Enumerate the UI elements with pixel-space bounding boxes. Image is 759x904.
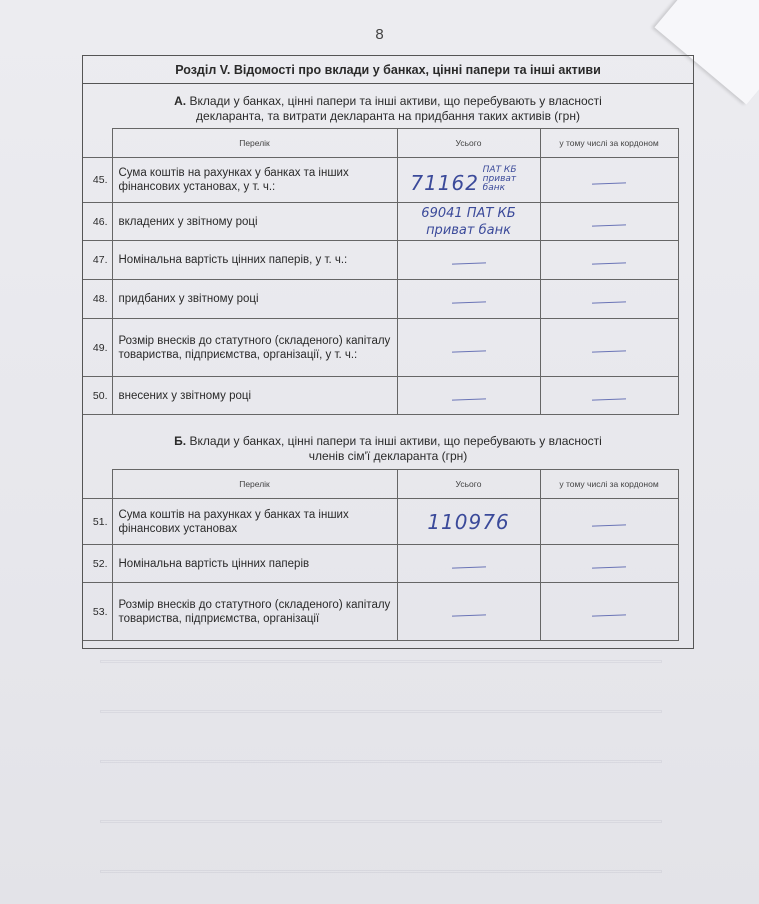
header-list: Перелік <box>112 129 397 158</box>
row-total-handwritten <box>397 377 540 415</box>
table-row <box>83 499 678 545</box>
row-label: Сума коштів на рахунках у банках та інших фінансових установах <box>112 499 397 545</box>
row-label: Номінальна вартість цінних паперів, у т. ч.: <box>112 241 397 280</box>
table-row <box>83 280 678 319</box>
show-through-line <box>100 820 662 823</box>
row-number: 45. <box>83 158 112 203</box>
table-row <box>83 583 678 641</box>
row-number: 52. <box>83 545 112 583</box>
dash-mark <box>592 182 626 184</box>
table-row <box>83 377 678 415</box>
row-total-handwritten <box>397 280 540 319</box>
part-a-title-line1: Вклади у банках, цінні папери та інші активи, що перебувають у власності <box>189 94 602 108</box>
row-abroad-handwritten <box>540 583 678 641</box>
part-b-title-line2: членів сім'ї декларанта (грн) <box>308 449 468 463</box>
section-frame <box>82 55 694 649</box>
row-number: 47. <box>83 241 112 280</box>
row-number: 49. <box>83 319 112 377</box>
table-header-row <box>83 470 678 499</box>
row-label: придбаних у звітному році <box>112 280 397 319</box>
part-b-table <box>83 469 679 641</box>
row-abroad-handwritten <box>540 203 678 241</box>
row-label: Сума коштів на рахунках у банках та інших фінансових установах, у т. ч.: <box>112 158 397 203</box>
row-number: 53. <box>83 583 112 641</box>
dash-mark <box>592 566 626 568</box>
dash-mark <box>451 398 485 400</box>
part-a-title-line2: декларанта, та витрати декларанта на придбання таких активів (грн) <box>196 109 580 123</box>
total-amount: 110976 <box>427 509 510 534</box>
header-abroad: у тому числі за кордоном <box>540 129 678 158</box>
part-b-title-line1: Вклади у банках, цінні папери та інші активи, що перебувають у власності <box>189 434 602 448</box>
table-row <box>83 203 678 241</box>
dash-mark <box>451 350 485 352</box>
show-through-line <box>100 660 662 663</box>
dash-mark <box>451 262 485 264</box>
dash-mark <box>592 262 626 264</box>
header-abroad: у тому числі за кордоном <box>540 470 678 499</box>
table-row <box>83 241 678 280</box>
table-row <box>83 319 678 377</box>
header-total: Усього <box>397 470 540 499</box>
row-number: 48. <box>83 280 112 319</box>
row-number: 46. <box>83 203 112 241</box>
row-label: Розмір внесків до статутного (складеного) капіталу товариства, підприємства, організації <box>112 583 397 641</box>
dash-mark <box>451 566 485 568</box>
dash-mark <box>592 398 626 400</box>
row-total-handwritten <box>397 241 540 280</box>
dash-mark <box>592 301 626 303</box>
header-total: Усього <box>397 129 540 158</box>
row-total-handwritten <box>397 203 540 241</box>
part-a-title <box>83 94 693 124</box>
total-note: ПАТ КБ приват банк <box>482 164 517 193</box>
row-total-handwritten <box>397 545 540 583</box>
row-abroad-handwritten <box>540 280 678 319</box>
dash-mark <box>451 301 485 303</box>
row-abroad-handwritten <box>540 319 678 377</box>
dash-mark <box>451 614 485 616</box>
row-abroad-handwritten <box>540 241 678 280</box>
dash-mark <box>592 224 626 226</box>
row-abroad-handwritten <box>540 499 678 545</box>
part-b-title <box>83 434 693 464</box>
dash-mark <box>592 614 626 616</box>
show-through-line <box>100 710 662 713</box>
header-list: Перелік <box>112 470 397 499</box>
row-total-handwritten <box>397 499 540 545</box>
show-through-line <box>100 870 662 873</box>
row-label: вкладених у звітному році <box>112 203 397 241</box>
part-a-table <box>83 128 679 415</box>
page-number: 8 <box>375 26 384 43</box>
dash-mark <box>592 350 626 352</box>
row-label: внесених у звітному році <box>112 377 397 415</box>
part-b-letter: Б. <box>174 434 187 448</box>
table-row <box>83 158 678 203</box>
row-total-handwritten <box>397 158 540 203</box>
table-header-row <box>83 129 678 158</box>
show-through-line <box>100 760 662 763</box>
row-total-handwritten <box>397 583 540 641</box>
row-number: 50. <box>83 377 112 415</box>
row-abroad-handwritten <box>540 158 678 203</box>
table-row <box>83 545 678 583</box>
row-number: 51. <box>83 499 112 545</box>
row-abroad-handwritten <box>540 545 678 583</box>
part-a-letter: А. <box>174 94 187 108</box>
row-abroad-handwritten <box>540 377 678 415</box>
row-label: Номінальна вартість цінних паперів <box>112 545 397 583</box>
row-label: Розмір внесків до статутного (складеного) капіталу товариства, підприємства, організації, у т. ч.: <box>112 319 397 377</box>
row-total-handwritten <box>397 319 540 377</box>
total-amount: 69041 ПАТ КБ приват банк <box>421 205 516 238</box>
dash-mark <box>592 524 626 526</box>
section-title: Розділ V. Відомості про вклади у банках, цінні папери та інші активи <box>83 56 693 84</box>
total-amount: 71162 <box>410 170 479 195</box>
